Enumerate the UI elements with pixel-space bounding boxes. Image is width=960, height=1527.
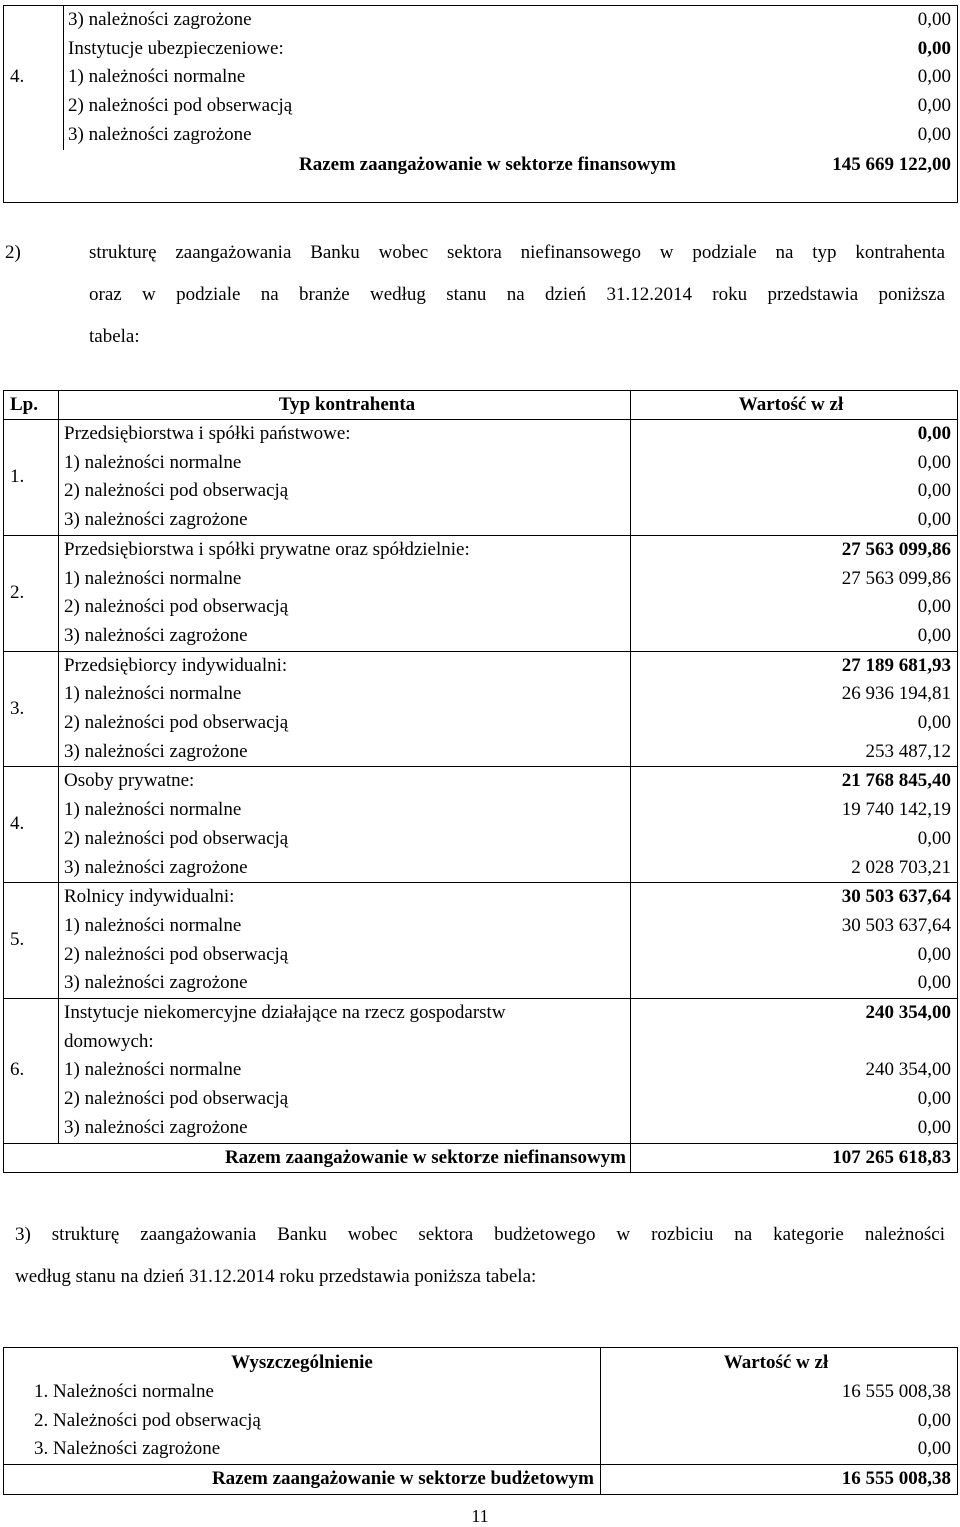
paragraph-line: 3) strukturę zaangażowania Banku wobec sektora budżetowego w rozbiciu na kategorie należności [15, 1224, 945, 1245]
row-value: 21 768 845,40 [631, 767, 958, 796]
nonfinancial-sector-table [3, 390, 958, 1173]
row-value: 27 563 099,86 [631, 565, 958, 594]
row-value: 0,00 [631, 420, 958, 449]
table-row [4, 709, 958, 738]
row-label: 3. Należności zagrożone [4, 1435, 601, 1464]
row-label: 3) należności zagrożone [59, 854, 631, 883]
paragraph-line: oraz w podziale na branże według stanu na dzień 31.12.2014 roku przedstawia poniższa [89, 284, 945, 305]
row-label: 2) należności pod obserwacją [59, 477, 631, 506]
row-label: 2) należności pod obserwacją [59, 593, 631, 622]
table-row [4, 1085, 958, 1114]
row-label: 1) należności normalne [59, 565, 631, 594]
row-label: Rolnicy indywidualni: [59, 883, 631, 912]
row-label: Osoby prywatne: [59, 767, 631, 796]
table-row [4, 941, 958, 970]
row-number: 1. [4, 420, 59, 536]
row-label: Instytucje niekomercyjne działające na rzecz gospodarstw [59, 999, 631, 1028]
row-label: 3) należności zagrożone [68, 123, 252, 145]
row-value: 19 740 142,19 [631, 796, 958, 825]
row-number: 6. [4, 999, 59, 1144]
paragraph-budget-intro [15, 1214, 945, 1298]
row-label: 3) należności zagrożone [59, 622, 631, 651]
row-value: 0,00 [631, 622, 958, 651]
table-row [4, 420, 958, 449]
table-row [4, 651, 958, 680]
row-label: Przedsiębiorcy indywidualni: [59, 651, 631, 680]
row-number: 3. [4, 651, 59, 767]
budget-sector-table [3, 1347, 958, 1495]
row-number: 4. [4, 767, 59, 883]
table-row [4, 565, 958, 594]
table-row [4, 883, 958, 912]
row-value: 0,00 [631, 449, 958, 478]
header-lp: Lp. [4, 391, 59, 420]
table-row [4, 1056, 958, 1085]
table-row [4, 1114, 958, 1143]
table-row [4, 999, 958, 1028]
row-label: Przedsiębiorstwa i spółki państwowe: [59, 420, 631, 449]
row-value: 0,00 [631, 825, 958, 854]
row-label: 2) należności pod obserwacją [59, 941, 631, 970]
row-label: 2. Należności pod obserwacją [4, 1407, 601, 1436]
header-desc: Wyszczególnienie [4, 1348, 601, 1379]
paragraph-line: tabela: [89, 326, 140, 347]
row-value: 0,00 [631, 709, 958, 738]
row-value: 0,00 [631, 969, 958, 998]
table-row [4, 477, 958, 506]
total-label: Razem zaangażowanie w sektorze niefinansowym [4, 1143, 631, 1173]
row-value: 0,00 [631, 477, 958, 506]
table-row [4, 796, 958, 825]
row-label: 3) należności zagrożone [59, 506, 631, 535]
row-value: 0,00 [917, 9, 951, 30]
row-label: 2) należności pod obserwacją [59, 1085, 631, 1114]
row-number: 5. [4, 883, 59, 999]
row-value: 27 563 099,86 [631, 535, 958, 564]
row-label: 1) należności normalne [59, 796, 631, 825]
table-row [4, 767, 958, 796]
table-row [4, 969, 958, 998]
row-label: 2) należności pod obserwacją [68, 95, 293, 117]
row-label: domowych: [59, 1028, 631, 1057]
table-row [4, 854, 958, 883]
table-row [4, 506, 958, 535]
row-value: 0,00 [917, 123, 951, 145]
paragraph-line: według stanu na dzień 31.12.2014 roku przedstawia poniższa tabela: [15, 1266, 537, 1287]
row-value: 30 503 637,64 [631, 912, 958, 941]
row-label: 1) należności normalne [59, 449, 631, 478]
row-value: 0,00 [601, 1435, 958, 1464]
row-value: 0,00 [631, 1085, 958, 1114]
row-label: 1) należności normalne [59, 680, 631, 709]
row-value: 0,00 [631, 506, 958, 535]
row-value: 0,00 [917, 66, 951, 88]
row-value: 253 487,12 [631, 738, 958, 767]
row-value: 26 936 194,81 [631, 680, 958, 709]
row-value: 0,00 [631, 941, 958, 970]
page-number: 11 [471, 1506, 489, 1526]
row-label: 1. Należności normalne [4, 1378, 601, 1407]
table-row [4, 912, 958, 941]
total-label: Razem zaangażowanie w sektorze finansowym [299, 153, 676, 175]
total-label: Razem zaangażowanie w sektorze budżetowym [4, 1465, 601, 1495]
row-value [631, 1028, 958, 1057]
row-value: 0,00 [631, 1114, 958, 1143]
financial-sector-table-fragment [3, 5, 958, 203]
row-value: 2 028 703,21 [631, 854, 958, 883]
row-value: 27 189 681,93 [631, 651, 958, 680]
paragraph-number: 2) [5, 242, 21, 263]
paragraph-line: strukturę zaangażowania Banku wobec sektora niefinansowego w podziale na typ kontrahenta [89, 242, 945, 263]
row-label: 1) należności normalne [68, 66, 246, 88]
row-label: 3) należności zagrożone [59, 1114, 631, 1143]
header-value: Wartość w zł [601, 1348, 958, 1379]
table-row [4, 825, 958, 854]
row-label: 1) należności normalne [59, 912, 631, 941]
row-value: 240 354,00 [631, 999, 958, 1028]
table-row [4, 593, 958, 622]
row-label: 2) należności pod obserwacją [59, 709, 631, 738]
row-value: 30 503 637,64 [631, 883, 958, 912]
table-row [4, 1028, 958, 1057]
table-row [4, 449, 958, 478]
row-label: 2) należności pod obserwacją [59, 825, 631, 854]
row-value: 16 555 008,38 [601, 1378, 958, 1407]
row-value: 0,00 [917, 37, 951, 59]
row-label: 3) należności zagrożone [59, 738, 631, 767]
row-label: 1) należności normalne [59, 1056, 631, 1085]
total-value: 16 555 008,38 [601, 1465, 958, 1495]
header-type: Typ kontrahenta [59, 391, 631, 420]
row-value: 0,00 [601, 1407, 958, 1436]
table-row [4, 738, 958, 767]
row-label: 3) należności zagrożone [59, 969, 631, 998]
row-value: 240 354,00 [631, 1056, 958, 1085]
table-row [4, 622, 958, 651]
row-label: Instytucje ubezpieczeniowe: [68, 37, 284, 59]
row-value: 0,00 [917, 95, 951, 117]
row-number: 4. [4, 6, 64, 150]
row-value: 0,00 [631, 593, 958, 622]
table-row [4, 535, 958, 564]
header-value: Wartość w zł [631, 391, 958, 420]
row-number: 2. [4, 535, 59, 651]
paragraph-nonfinancial-intro [5, 232, 945, 358]
total-value: 107 265 618,83 [631, 1143, 958, 1173]
row-label: 3) należności zagrożone [68, 9, 252, 30]
table-row [4, 680, 958, 709]
total-value: 145 669 122,00 [832, 153, 951, 175]
row-label: Przedsiębiorstwa i spółki prywatne oraz spółdzielnie: [59, 535, 631, 564]
